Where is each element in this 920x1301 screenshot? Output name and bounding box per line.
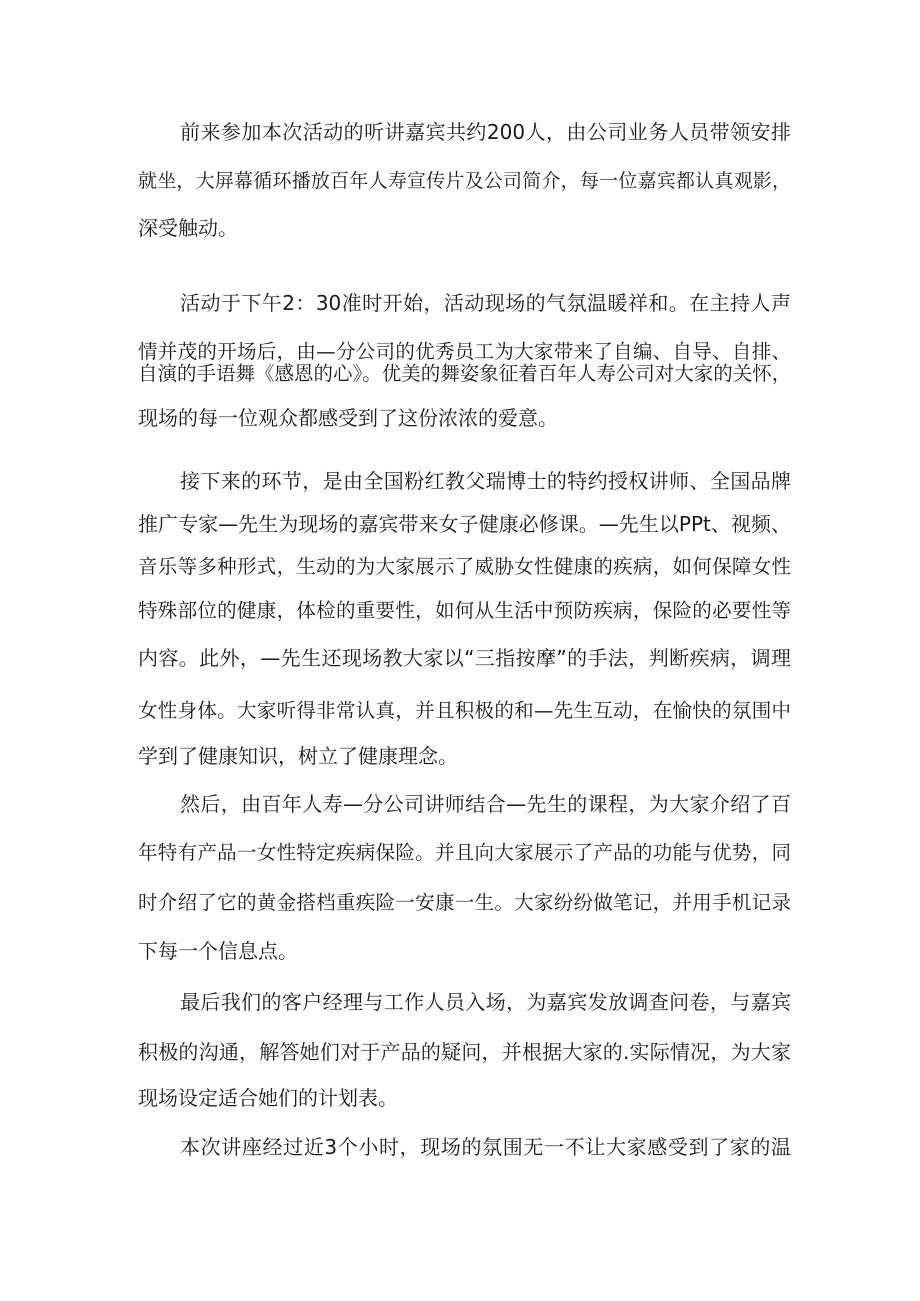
- text-line: 现场的每一位观众都感受到了这份浓浓的爱意。: [138, 406, 558, 430]
- text-line: 深受触动。: [138, 216, 238, 240]
- text-line: 活动于下午2：30准时开始，活动现场的气氛温暖祥和。在主持人声: [180, 291, 791, 315]
- text-line: 自演的手语舞《感恩的心》。优美的舞姿象征着百年人寿公司对大家的关怀，: [138, 362, 792, 385]
- text-line: 特殊部位的健康，体检的重要性，如何从生活中预防疾病，保险的必要性等: [138, 599, 791, 622]
- text-line: 本次讲座经过近3个小时，现场的氛围无一不让大家感受到了家的温: [180, 1135, 791, 1159]
- text-line: 学到了健康知识，树立了健康理念。: [138, 744, 458, 768]
- text-line: 内容。此外，—先生还现场教大家以“三指按摩”的手法，判断疾病，调理: [138, 646, 791, 670]
- text-line: 情并茂的开场后，由—分公司的优秀员工为大家带来了自编、自导、自排、: [138, 340, 791, 363]
- text-line: 然后，由百年人寿—分公司讲师结合—先生的课程，为大家介绍了百: [180, 792, 791, 816]
- text-line: 现场设定适合她们的计划表。: [138, 1086, 398, 1110]
- text-line: 前来参加本次活动的听讲嘉宾共约200人，由公司业务人员带领安排: [180, 120, 791, 144]
- text-line: 接下来的环节，是由全国粉红教父瑞博士的特约授权讲师、全国品牌: [180, 469, 791, 493]
- text-line: 年特有产品一女性特定疾病保险。并且向大家展示了产品的功能与优势，同: [138, 841, 791, 864]
- text-line: 女性身体。大家听得非常认真，并且积极的和—先生互动，在愉快的氛围中: [138, 699, 791, 722]
- text-line: 积极的沟通，解答她们对于产品的疑问，并根据大家的.实际情况，为大家: [138, 1040, 791, 1064]
- text-line: 时介绍了它的黄金搭档重疾险一安康一生。大家纷纷做笔记，并用手机记录: [138, 891, 791, 914]
- text-line: 推广专家—先生为现场的嘉宾带来女子健康必修课。—先生以PPt、视频、: [138, 512, 791, 536]
- text-line: 下每一个信息点。: [138, 939, 298, 963]
- text-line: 最后我们的客户经理与工作人员入场，为嘉宾发放调查问卷，与嘉宾: [180, 990, 791, 1014]
- text-line: 音乐等多种形式，生动的为大家展示了威胁女性健康的疾病，如何保障女性: [138, 555, 791, 578]
- text-line: 就坐，大屏幕循环播放百年人寿宣传片及公司简介，每一位嘉宾都认真观影，: [138, 170, 791, 192]
